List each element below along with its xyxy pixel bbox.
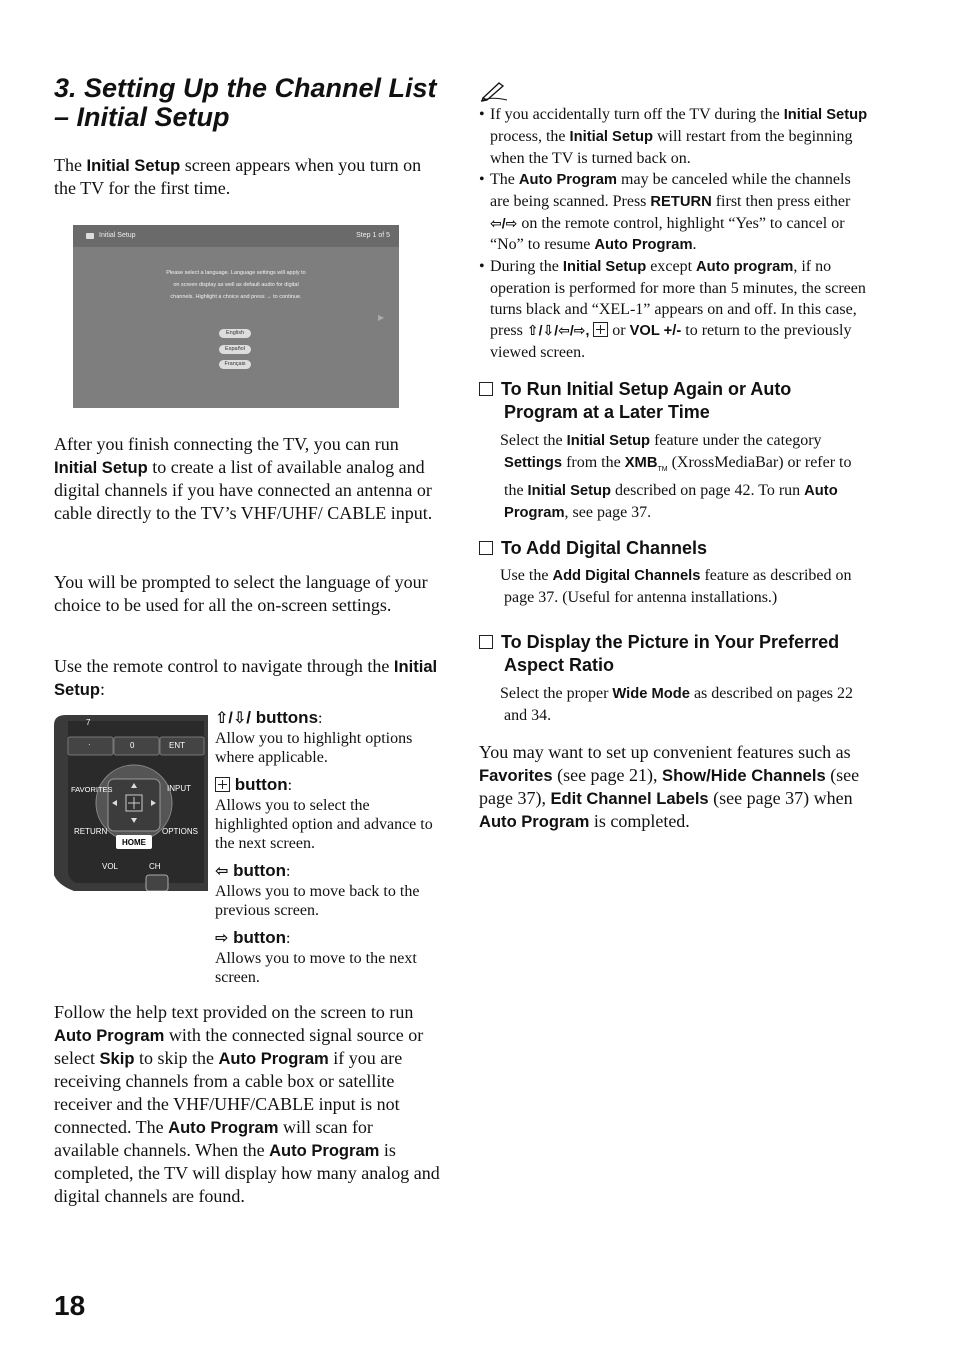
section-heading-cont: Program at a Later Time xyxy=(504,402,710,422)
screen-message: Please select a language. Language settings will apply to on screen display as well as default audio for digital channels. Highlight a choice and press → to continue. xyxy=(166,270,306,300)
left-arrow-icon: ⇦ xyxy=(215,863,229,880)
note-pencil-icon xyxy=(479,80,509,102)
section-heading: To Run Initial Setup Again or Auto xyxy=(479,378,879,401)
after-connect-paragraph: After you finish connecting the TV, you can run Initial Setup to create a list of available analog and digital channels if you have connected an antenna or cable directly to the TV’s VHF/UHF/ CABLE input. xyxy=(54,434,433,523)
screen-title-bar xyxy=(73,225,399,247)
remote-key-dot[interactable]: · xyxy=(88,740,91,749)
section-aspect-ratio xyxy=(479,631,879,726)
section-heading: To Display the Picture in Your Preferred xyxy=(479,631,879,654)
updown-buttons-item: ⇧/⇩/ buttons: Allow you to highlight options where applicable. xyxy=(215,708,413,766)
select-button-icon xyxy=(215,777,230,792)
remote-favorites-button[interactable]: FAVORITES xyxy=(71,785,113,794)
remote-key-0[interactable]: 0 xyxy=(130,741,135,750)
right-arrow-icon: ⇨ xyxy=(215,930,229,947)
intro-paragraph: The Initial Setup screen appears when you turn on the TV for the first time. xyxy=(54,155,422,198)
section-heading: To Add Digital Channels xyxy=(479,537,879,560)
remote-input-button[interactable]: INPUT xyxy=(167,784,191,793)
checkbox-icon xyxy=(479,635,493,649)
section-body: Select the proper Wide Mode as described on pages 22 and 34. xyxy=(500,685,854,724)
note-item: • The Auto Program may be canceled while the channels are being scanned. Press RETURN first then press either ⇦/⇨ on the remote control, highlight “Yes” to cancel or “No” to resume Auto Program. xyxy=(479,169,869,256)
next-button-item: ⇨ button: Allows you to move to the next screen. xyxy=(215,928,417,986)
follow-help-paragraph: Follow the help text provided on the screen to run Auto Program with the connected signal source or select Skip to skip the Auto Program if you are receiving channels from a cable box or satellite receiver and the VHF/UHF/CABLE input is not connected. The Auto Program will scan for available channels. When the Auto Program is completed, the TV will display how many analog and digital channels are found. xyxy=(54,1002,440,1206)
option-espanol[interactable]: Español xyxy=(219,345,251,354)
select-button-item: button: Allows you to select the highlighted option and advance to the next screen. xyxy=(215,775,433,852)
note-item: • If you accidentally turn off the TV during the Initial Setup process, the Initial Setup will restart from the beginning when the TV is turned back on. xyxy=(479,104,869,169)
title-line-2: – Initial Setup xyxy=(54,102,230,132)
page-title xyxy=(54,74,454,132)
remote-key-7[interactable]: 7 xyxy=(86,718,91,727)
select-button-icon xyxy=(593,322,608,337)
note-item: • During the Initial Setup except Auto program, if no operation is performed for more than 5 minutes, the screen turns black and “XEL-1” appears on and off. In this case, press ⇧/⇩/⇦/⇨, or VOL +/- to return to the previously viewed screen. xyxy=(479,256,869,363)
remote-vol-label: VOL xyxy=(102,862,119,871)
section-heading-cont: Aspect Ratio xyxy=(504,655,615,675)
tv-icon xyxy=(86,233,94,239)
section-body: Use the Add Digital Channels feature as described on page 37. (Useful for antenna installations.) xyxy=(500,567,852,606)
notes-list xyxy=(479,104,869,363)
button-descriptions xyxy=(215,707,440,987)
remote-ch-label: CH xyxy=(149,862,161,871)
back-button-item: ⇦ button: Allows you to move back to the previous screen. xyxy=(215,861,420,919)
screen-title: Initial Setup xyxy=(99,232,136,239)
screen-step: Step 1 of 5 xyxy=(356,232,390,239)
use-remote-paragraph: Use the remote control to navigate through the Initial Setup: xyxy=(54,656,438,699)
left-right-arrows-icon: ⇦/⇨ xyxy=(490,215,518,231)
title-line-1: 3. Setting Up the Channel List xyxy=(54,73,437,103)
option-francais[interactable]: Français xyxy=(219,360,251,369)
section-body: Select the Initial Setup feature under the category Settings from the $XMB_{TM}$ (XrossMediaBar) or refer to the Initial Setup described on page 42. To run Auto Program, see page 37. xyxy=(500,432,852,522)
four-arrows-icon: ⇧/⇩/⇦/⇨, xyxy=(526,322,594,338)
prompt-paragraph: You will be prompted to select the language of your choice to be used for all the on-screen settings. xyxy=(54,572,428,615)
remote-home-button[interactable]: HOME xyxy=(122,838,146,847)
option-english[interactable]: English xyxy=(219,329,251,338)
closing-paragraph: You may want to set up convenient features such as Favorites (see page 21), Show/Hide Channels (see page 37), Edit Channel Labels (see page 37) when Auto Program is completed. xyxy=(479,742,860,831)
remote-options-button[interactable]: OPTIONS xyxy=(162,827,199,836)
checkbox-icon xyxy=(479,541,493,555)
page-number: 18 xyxy=(54,1290,86,1321)
remote-return-button[interactable]: RETURN xyxy=(74,827,108,836)
initial-setup-screenshot xyxy=(73,225,399,408)
next-arrow-icon: ▶ xyxy=(378,313,385,322)
checkbox-icon xyxy=(479,382,493,396)
section-add-digital xyxy=(479,537,879,608)
section-run-again xyxy=(479,378,879,524)
remote-key-ent[interactable]: ENT xyxy=(169,741,185,750)
up-down-arrows-icon: ⇧/⇩ xyxy=(215,710,247,727)
